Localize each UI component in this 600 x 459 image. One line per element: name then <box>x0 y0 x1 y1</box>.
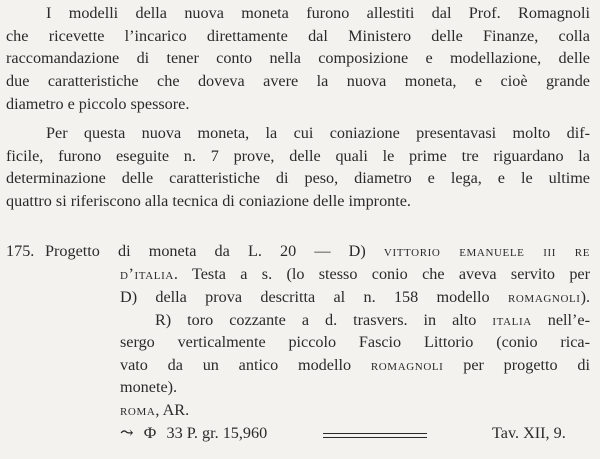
entry-specs-text: 33 P. gr. 15,960 <box>166 424 268 442</box>
double-rule-divider <box>323 433 427 438</box>
entry-description-text: ). <box>580 288 591 306</box>
entry-mint-text: roma <box>120 401 156 419</box>
entry-reverse-text: per progetto di <box>463 356 590 374</box>
entry-metal-text: , AR. <box>155 401 190 419</box>
diameter-icon: Ф <box>143 424 157 442</box>
entry-legend-text: italia <box>492 311 532 329</box>
paragraph1-line: diametro e piccolo spessore. <box>6 95 190 113</box>
entry-description-text: D) della prova descritta al n. 158 modello <box>120 288 490 306</box>
entry-line-3 <box>120 287 590 307</box>
entry-line-6 <box>120 355 590 375</box>
entry-number: 175. <box>6 242 35 260</box>
entry-legend-text: vittorio emanuele iii re <box>383 242 591 260</box>
entry-mint-line <box>120 400 189 420</box>
entry-specs-line <box>120 423 267 443</box>
paragraph2-line: quattro si riferiscono alla tecnica di coniazione delle impronte. <box>6 192 411 210</box>
paragraph1-line: I modelli della nuova moneta furono allestiti dal Prof. Romagnoli <box>46 4 590 22</box>
paragraph2-line: Per questa nuova moneta, la cui coniazione presentavasi molto dif- <box>46 124 590 142</box>
entry-author-text: romagnoli <box>370 356 444 374</box>
entry-line-7: monete). <box>120 378 178 396</box>
entry-reverse-text: R) toro cozzante a d. trasvers. in alto <box>155 311 477 329</box>
entry-title-text: Progetto di moneta da L. 20 — D) <box>45 242 366 260</box>
entry-line-2 <box>120 264 590 284</box>
entry-reverse-text: nell’e- <box>547 311 591 329</box>
entry-line-5: sergo verticalmente piccolo Fascio Littorio (conio rica- <box>120 333 590 351</box>
entry-line-1 <box>45 241 590 261</box>
paragraph2-line: determinazione delle caratteristiche di peso, diametro e lega, e le ultime <box>6 169 590 187</box>
entry-plate-ref: Tav. XII, 9. <box>492 424 566 442</box>
entry-author-text: romagnoli <box>507 288 581 306</box>
paragraph2-line: ficile, furono eseguite n. 7 prove, delle quali le prime tre riguardano la <box>6 147 590 165</box>
paragraph1-line: che ricevette l’incarico direttamente dal Ministero delle Finanze, colla <box>6 27 590 45</box>
entry-reverse-text: vato da un antico modello <box>120 356 352 374</box>
axis-arrow-icon: ⤳ <box>120 424 134 442</box>
entry-description-text: . Testa a s. (lo stesso conio che aveva servito per <box>173 265 590 283</box>
paragraph1-line: raccomandazione di tener conto nella composizione e modellazione, delle <box>6 49 590 67</box>
entry-legend-text: d’italia <box>120 265 174 283</box>
paragraph1-line: due caratteristiche che doveva avere la nuova moneta, e cioè grande <box>6 72 590 90</box>
entry-line-4 <box>155 310 590 330</box>
